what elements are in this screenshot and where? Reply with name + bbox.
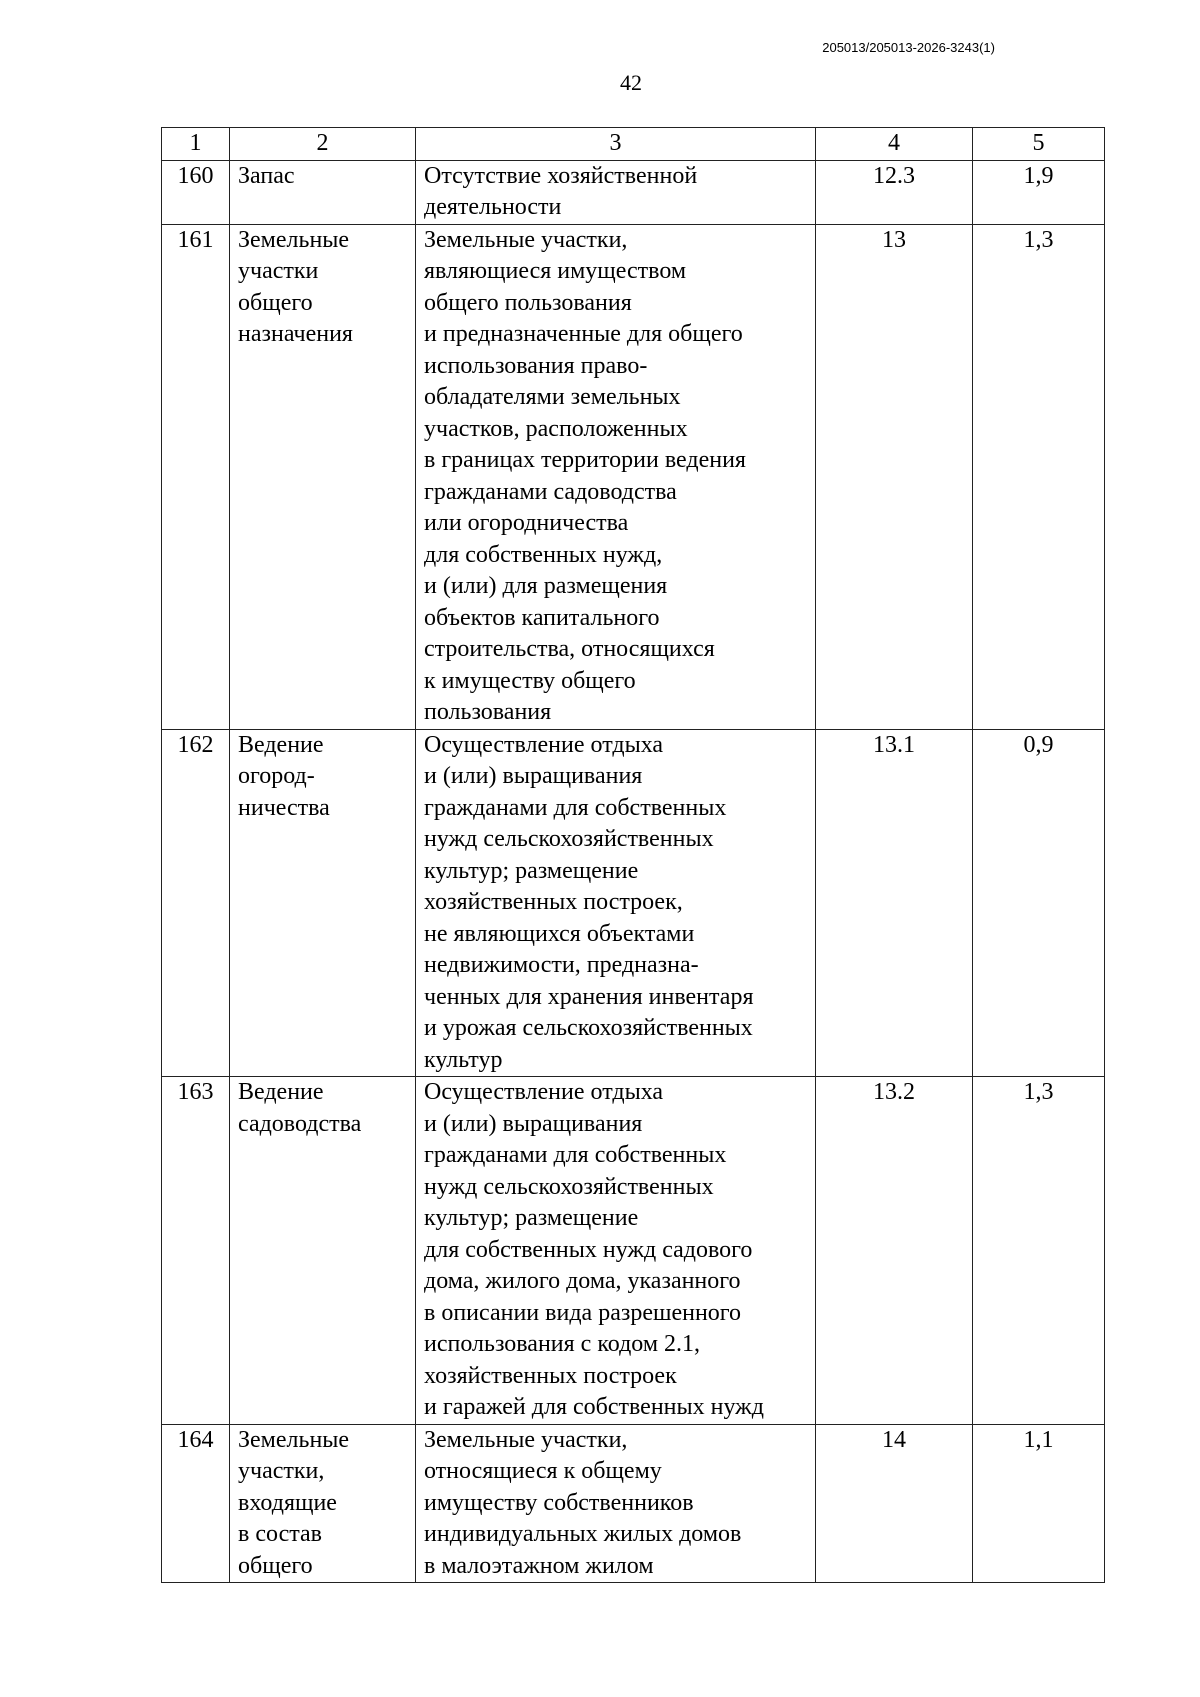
land-use-description: Осуществление отдыха и (или) выращивания гражданами для собственных нужд сельскохозяйственных культур; размещение хозяйственных построек, не являющихся объектами недвижимости, предназна- ченных для хранения инвентаря и урожая сельскохозяйственных культур	[416, 729, 816, 1077]
land-use-name: Земельные участки общего назначения	[230, 224, 416, 729]
row-number: 163	[162, 1077, 230, 1425]
row-number: 164	[162, 1424, 230, 1583]
page-number: 42	[620, 70, 642, 95]
table-row	[162, 224, 1105, 729]
column-header-2: 2	[230, 128, 416, 161]
land-use-name: Ведение садоводства	[230, 1077, 416, 1425]
coefficient: 1,3	[973, 224, 1105, 729]
row-number: 162	[162, 729, 230, 1077]
column-header-5: 5	[973, 128, 1105, 161]
land-use-description: Земельные участки, являющиеся имуществом общего пользования и предназначенные для общего использования право- обладателями земельных участков, расположенных в границах территории ведения гражданами садоводства или огородничества для собственных нужд, и (или) для размещения объектов капитального строительства, относящихся к имуществу общего пользования	[416, 224, 816, 729]
land-use-code: 13	[816, 224, 973, 729]
document-id: 205013/205013-2026-3243(1)	[822, 40, 995, 55]
coefficient: 1,9	[973, 160, 1105, 224]
land-use-description: Земельные участки, относящиеся к общему имуществу собственников индивидуальных жилых домов в малоэтажном жилом	[416, 1424, 816, 1583]
coefficient: 1,3	[973, 1077, 1105, 1425]
column-header-3: 3	[416, 128, 816, 161]
land-use-code: 14	[816, 1424, 973, 1583]
coefficient: 0,9	[973, 729, 1105, 1077]
land-use-name: Земельные участки, входящие в состав общего	[230, 1424, 416, 1583]
table-row	[162, 729, 1105, 1077]
coefficient: 1,1	[973, 1424, 1105, 1583]
land-use-description: Отсутствие хозяйственной деятельности	[416, 160, 816, 224]
table-header-row	[162, 128, 1105, 161]
table-row	[162, 1424, 1105, 1583]
row-number: 160	[162, 160, 230, 224]
land-use-description: Осуществление отдыха и (или) выращивания гражданами для собственных нужд сельскохозяйственных культур; размещение для собственных нужд садового дома, жилого дома, указанного в описании вида разрешенного использования с кодом 2.1, хозяйственных построек и гаражей для собственных нужд	[416, 1077, 816, 1425]
land-use-name: Ведение огород- ничества	[230, 729, 416, 1077]
column-header-4: 4	[816, 128, 973, 161]
land-use-code: 12.3	[816, 160, 973, 224]
table-row	[162, 1077, 1105, 1425]
land-use-table	[161, 127, 1105, 1583]
row-number: 161	[162, 224, 230, 729]
land-use-code: 13.1	[816, 729, 973, 1077]
table-row	[162, 160, 1105, 224]
land-use-name: Запас	[230, 160, 416, 224]
column-header-1: 1	[162, 128, 230, 161]
land-use-code: 13.2	[816, 1077, 973, 1425]
